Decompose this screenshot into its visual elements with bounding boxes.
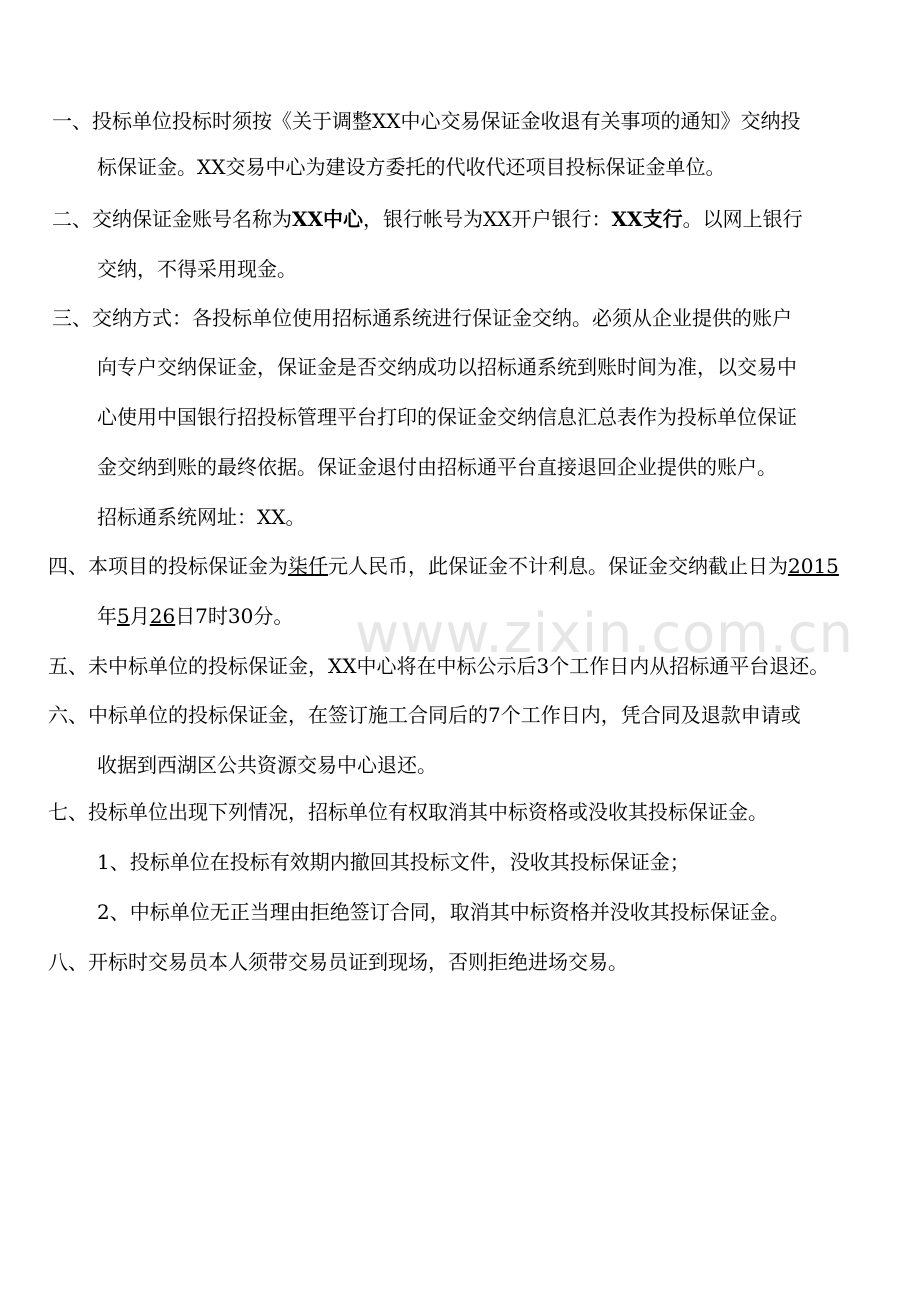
item-6-line-1: 六、中标单位的投标保证金，在签订施工合同后的7个工作日内，凭合同及退款申请或 (48, 703, 801, 727)
account-name: XX中心 (292, 207, 364, 231)
item-4-text-b: 元人民币，此保证金不计利息。保证金交纳截止日为 (328, 554, 788, 578)
item-4-text-d: 月 (129, 604, 150, 628)
item-4-text-c: 年 (97, 604, 117, 628)
watermark: www.zixin.com.cn (355, 602, 854, 665)
bank-branch: XX支行 (611, 207, 683, 231)
deadline-year: 2015 (788, 554, 839, 578)
item-8-line-1: 八、开标时交易员本人须带交易员证到现场，否则拒绝进场交易。 (48, 950, 628, 974)
item-1-line-1: 一、投标单位投标时须按《关于调整XX中心交易保证金收退有关事项的通知》交纳投 (52, 109, 801, 133)
deposit-amount: 柒仟 (288, 554, 328, 578)
item-4-text-e: 日7时30分。 (175, 604, 294, 628)
item-2-line-1 (52, 209, 803, 229)
item-3-line-5: 招标通系统网址：XX。 (97, 505, 306, 529)
deadline-day: 26 (149, 604, 176, 628)
item-1-line-2: 标保证金。XX交易中心为建设方委托的代收代还项目投标保证金单位。 (97, 155, 726, 179)
item-2-text-c: 。以网上银行 (682, 207, 803, 231)
item-3-line-4: 金交纳到账的最终依据。保证金退付由招标通平台直接退回企业提供的账户。 (97, 455, 777, 479)
item-4-line-1 (48, 556, 839, 576)
item-6-line-2: 收据到西湖区公共资源交易中心退还。 (97, 753, 437, 777)
item-3-line-1: 三、交纳方式：各投标单位使用招标通系统进行保证金交纳。必须从企业提供的账户 (52, 306, 792, 330)
item-4-line-2 (97, 606, 293, 626)
item-2-line-2: 交纳，不得采用现金。 (97, 257, 297, 281)
item-7-sub-1: 1、投标单位在投标有效期内撤回其投标文件，没收其投标保证金； (97, 850, 690, 874)
deadline-month: 5 (117, 604, 130, 628)
item-3-line-2: 向专户交纳保证金，保证金是否交纳成功以招标通系统到账时间为准，以交易中 (97, 355, 797, 379)
item-2-text-a: 二、交纳保证金账号名称为 (52, 207, 292, 231)
item-2-text-b: ，银行帐号为XX开户银行： (363, 207, 612, 231)
item-4-text-a: 四、本项目的投标保证金为 (48, 554, 288, 578)
item-5-line-1: 五、未中标单位的投标保证金，XX中心将在中标公示后3个工作日内从招标通平台退还。 (48, 654, 830, 678)
item-7-sub-2: 2、中标单位无正当理由拒绝签订合同，取消其中标资格并没收其投标保证金。 (97, 900, 790, 924)
item-7-line-1: 七、投标单位出现下列情况，招标单位有权取消其中标资格或没收其投标保证金。 (48, 800, 768, 824)
item-3-line-3: 心使用中国银行招投标管理平台打印的保证金交纳信息汇总表作为投标单位保证 (97, 405, 797, 429)
